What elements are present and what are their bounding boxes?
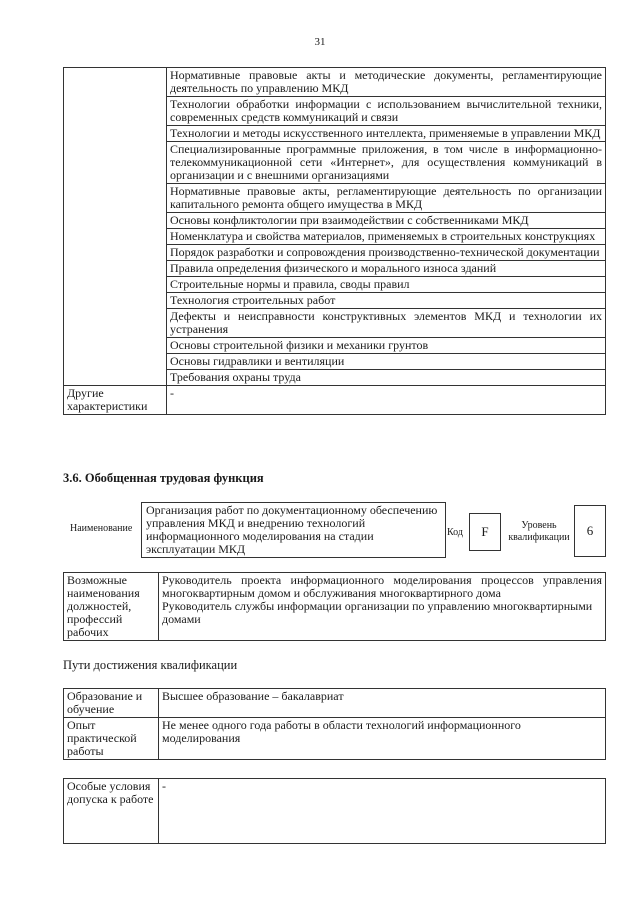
knowledge-item: Строительные нормы и правила, своды правил <box>167 277 606 293</box>
table-row <box>64 386 606 415</box>
position-item: Руководитель проекта информационного моделирования процессов управления многоквартирным домом и обслуживания многоквартирного дома <box>162 573 602 600</box>
knowledge-item: Специализированные программные приложения, в том числе в информационно-телекоммуникационной сети «Интернет», для осуществления коммуникаций в организации и с внешними организациями <box>167 142 606 184</box>
table-row <box>64 779 606 844</box>
level-value: 6 <box>574 505 606 557</box>
experience-value: Не менее одного года работы в области технологий информационного моделирования <box>159 718 606 760</box>
code-label: Код <box>447 527 463 538</box>
knowledge-item: Основы строительной физики и механики грунтов <box>167 338 606 354</box>
page-number: 31 <box>314 36 326 48</box>
education-label: Образование и обучение <box>64 689 159 718</box>
conditions-label: Особые условия допуска к работе <box>64 779 159 844</box>
conditions-table <box>63 778 606 844</box>
knowledge-item: Порядок разработки и сопровождения производственно-технической документации <box>167 245 606 261</box>
education-value: Высшее образование – бакалавриат <box>159 689 606 718</box>
table-row <box>64 689 606 718</box>
knowledge-item: Технологии обработки информации с использованием вычислительной техники, современных средств коммуникаций и связи <box>167 97 606 126</box>
position-item: Руководитель службы информации организации по управлению многоквартирными домами <box>162 599 593 626</box>
table-row <box>64 718 606 760</box>
other-characteristics-value: - <box>167 386 606 415</box>
knowledge-item: Номенклатура и свойства материалов, применяемых в строительных конструкциях <box>167 229 606 245</box>
knowledge-item: Правила определения физического и морального износа зданий <box>167 261 606 277</box>
knowledge-item: Дефекты и неисправности конструктивных элементов МКД и технологии их устранения <box>167 309 606 338</box>
knowledge-item: Требования охраны труда <box>167 370 606 386</box>
knowledge-item: Технологии и методы искусственного интеллекта, применяемые в управлении МКД <box>167 126 606 142</box>
table-row <box>64 573 606 641</box>
knowledge-label-cell <box>64 68 167 386</box>
table-row <box>64 68 606 97</box>
knowledge-item: Нормативные правовые акты, регламентирующие деятельность по организации капитального ремонта общего имущества в МКД <box>167 184 606 213</box>
education-table <box>63 688 606 760</box>
name-label: Наименование <box>70 523 133 534</box>
knowledge-item: Основы конфликтологии при взаимодействии с собственниками МКД <box>167 213 606 229</box>
knowledge-item: Основы гидравлики и вентиляции <box>167 354 606 370</box>
positions-table <box>63 572 606 641</box>
knowledge-item: Технология строительных работ <box>167 293 606 309</box>
positions-label: Возможные наименования должностей, профессий рабочих <box>64 573 159 641</box>
positions-value-cell <box>159 573 606 641</box>
paths-title: Пути достижения квалификации <box>63 658 238 672</box>
function-name: Организация работ по документационному обеспечению управления МКД и внедрению технологий информационного моделирования на стадии эксплуатации МКД <box>141 502 446 558</box>
experience-label: Опыт практической работы <box>64 718 159 760</box>
other-characteristics-label: Другие характеристики <box>64 386 167 415</box>
level-label: Уровень квалификации <box>508 520 570 543</box>
code-value: F <box>469 513 501 551</box>
knowledge-item: Нормативные правовые акты и методические документы, регламентирующие деятельность по управлению МКД <box>167 68 606 97</box>
section-title: 3.6. Обобщенная трудовая функция <box>63 471 264 485</box>
conditions-value: - <box>159 779 606 844</box>
knowledge-table <box>63 67 606 415</box>
